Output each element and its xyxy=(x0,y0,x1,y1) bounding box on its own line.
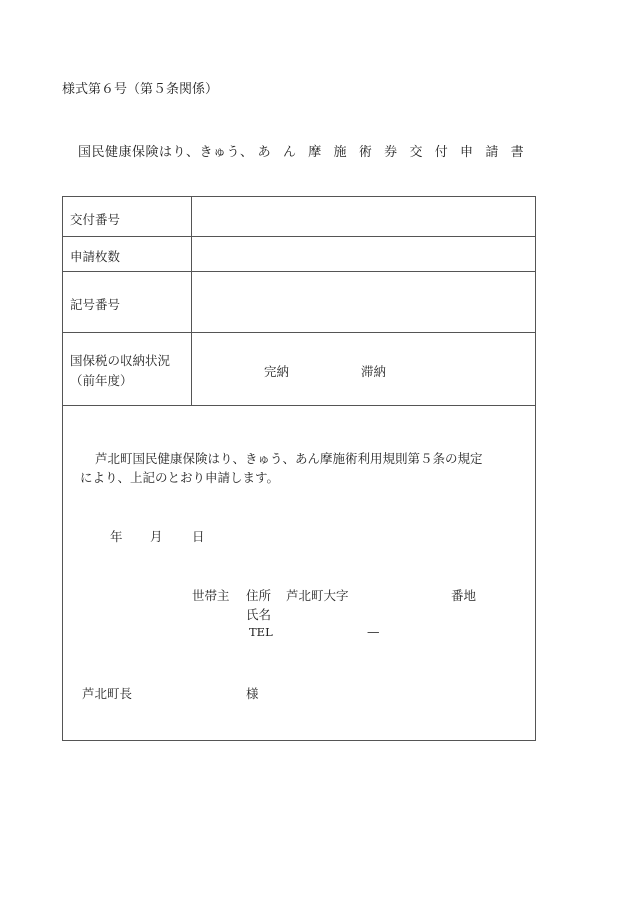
addressee: 芦北町長 xyxy=(82,686,133,701)
sheet-count-field[interactable] xyxy=(198,240,528,268)
row-divider xyxy=(62,236,536,237)
form-number: 様式第６号（第５条関係） xyxy=(62,82,219,97)
applicant-role: 世帯主 xyxy=(192,588,230,603)
address-label: 住所 xyxy=(246,588,272,603)
document-title xyxy=(78,141,536,160)
tel-separator: — xyxy=(367,624,380,639)
address-suffix: 番地 xyxy=(451,588,477,603)
tax-unpaid-option[interactable]: 滞納 xyxy=(361,364,387,379)
row-divider xyxy=(62,271,536,272)
title-part2: あん摩施術券交付申請書 xyxy=(257,145,536,160)
issue-number-field[interactable] xyxy=(198,200,528,232)
date-day: 日 xyxy=(192,529,205,544)
row-divider xyxy=(62,332,536,333)
tax-paid-option[interactable]: 完納 xyxy=(264,364,290,379)
column-divider xyxy=(191,196,192,406)
statement-line-2: により、上記のとおり申請します。 xyxy=(80,470,280,485)
symbol-number-field[interactable] xyxy=(198,276,528,328)
row-divider xyxy=(62,405,536,406)
symbol-number-label: 記号番号 xyxy=(70,297,121,312)
date-month: 月 xyxy=(150,529,163,544)
name-label: 氏名 xyxy=(246,607,272,622)
tax-status-sublabel: （前年度） xyxy=(70,373,133,388)
address-prefix: 芦北町大字 xyxy=(286,588,349,603)
honorific: 様 xyxy=(246,686,259,701)
tax-status-label: 国保税の収納状況 xyxy=(70,353,171,368)
title-part1: 国民健康保険はり、きゅう、 xyxy=(78,145,254,160)
statement-line-1: 芦北町国民健康保険はり、きゅう、あん摩施術利用規則第５条の規定 xyxy=(95,451,483,466)
issue-number-label: 交付番号 xyxy=(70,212,121,227)
date-year: 年 xyxy=(110,529,123,544)
sheet-count-label: 申請枚数 xyxy=(70,249,121,264)
tel-label: TEL xyxy=(249,625,273,639)
